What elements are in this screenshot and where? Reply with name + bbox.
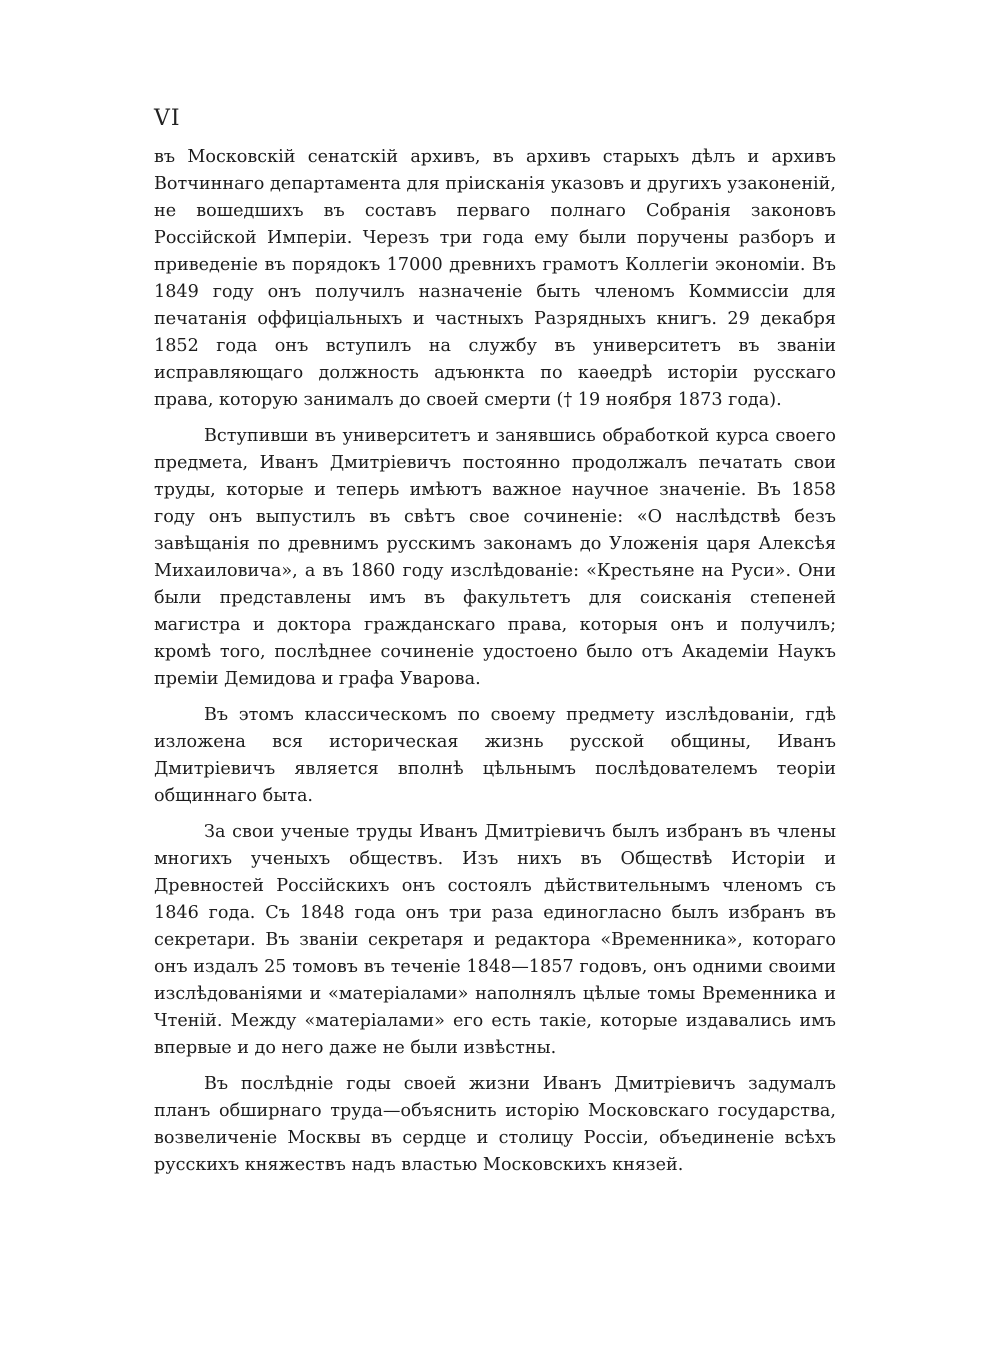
body-text: [154, 144, 836, 1179]
paragraph: Вступивши въ университетъ и занявшись обработкой курса своего предмета, Иванъ Дмитріевичъ постоянно продолжалъ печатать свои труды, которые и теперь имѣютъ важное научное значеніе. Въ 1858 году онъ выпустилъ въ свѣтъ свое сочиненіе: «О наслѣдствѣ безъ завѣщанія по древнимъ русскимъ законамъ до Уложенія царя Алексѣя Михаиловича», а въ 1860 году изслѣдованіе: «Крестьяне на Руси». Они были представлены имъ въ факультетъ для соисканія степеней магистра и доктора гражданскаго права, которыя онъ и получилъ; кромѣ того, послѣднее сочиненіе удостоено было отъ Академіи Наукъ преміи Демидова и графа Уварова.: [154, 426, 836, 689]
paragraph: Въ послѣдніе годы своей жизни Иванъ Дмитріевичъ задумалъ планъ обширнаго труда—объяснить исторію Московскаго государства, возвеличеніе Москвы въ сердце и столицу Россіи, объединеніе всѣхъ русскихъ княжествъ надъ властью Московскихъ князей.: [154, 1074, 836, 1175]
paragraph: въ Московскій сенатскій архивъ, въ архивъ старыхъ дѣлъ и архивъ Вотчиннаго департамента для пріисканія указовъ и другихъ узаконеній, не вошедшихъ въ составъ перваго полнаго Собранія законовъ Россійской Имперіи. Черезъ три года ему были поручены разборъ и приведеніе въ порядокъ 17000 древнихъ грамотъ Коллегіи экономіи. Въ 1849 году онъ получилъ назначеніе быть членомъ Коммиссіи для печатанія оффиціальныхъ и частныхъ Разрядныхъ книгъ. 29 декабря 1852 года онъ вступилъ на службу въ университетъ въ званіи исправляющаго должность адъюнкта по каѳедрѣ исторіи русскаго права, которую занималъ до своей смерти († 19 ноября 1873 года).: [154, 147, 836, 410]
paragraph: За свои ученые труды Иванъ Дмитріевичъ былъ избранъ въ члены многихъ ученыхъ обществъ. Изъ нихъ въ Обществѣ Исторіи и Древностей Россійскихъ онъ состоялъ дѣйствительнымъ членомъ съ 1846 года. Съ 1848 года онъ три раза единогласно былъ избранъ въ секретари. Въ званіи секретаря и редактора «Временника», котораго онъ издалъ 25 томовъ въ теченіе 1848—1857 годовъ, онъ одними своими изслѣдованіями и «матеріалами» наполнялъ цѣлые томы Временника и Чтеній. Между «матеріалами» его есть такіе, которые издавались имъ впервые и до него даже не были извѣстны.: [154, 822, 836, 1058]
page-number: VI: [154, 106, 181, 131]
paragraph: Въ этомъ классическомъ по своему предмету изслѣдованіи, гдѣ изложена вся историческая жизнь русской общины, Иванъ Дмитріевичъ является вполнѣ цѣльнымъ послѣдователемъ теоріи общиннаго быта.: [154, 705, 836, 806]
